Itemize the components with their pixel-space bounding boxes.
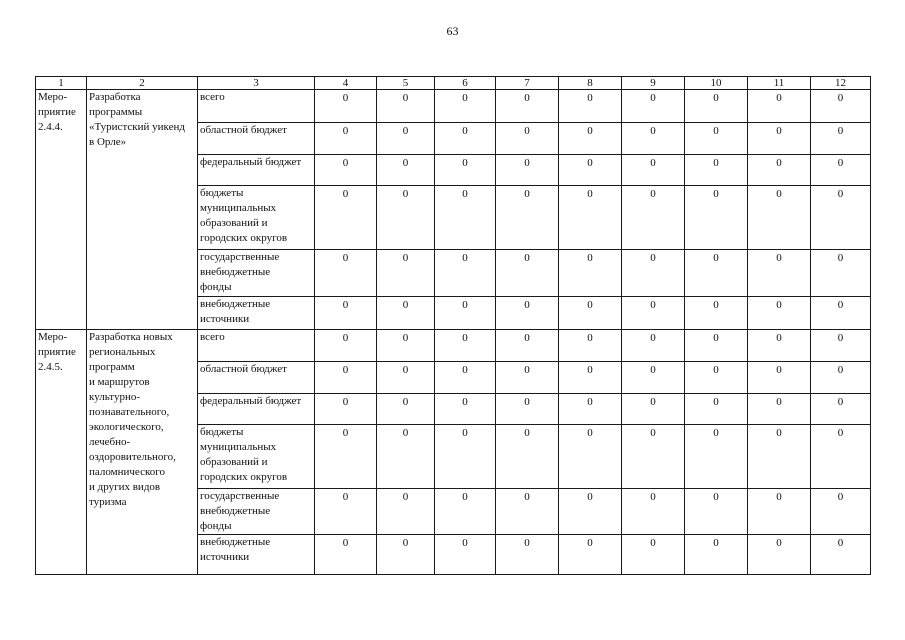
value-cell: 0 xyxy=(315,394,377,425)
value-cell: 0 xyxy=(559,123,622,155)
value-cell: 0 xyxy=(377,425,435,489)
value-cell: 0 xyxy=(811,250,871,297)
value-cell: 0 xyxy=(748,330,811,362)
value-cell: 0 xyxy=(377,123,435,155)
value-cell: 0 xyxy=(685,394,748,425)
value-cell: 0 xyxy=(496,186,559,250)
value-cell: 0 xyxy=(685,186,748,250)
value-cell: 0 xyxy=(622,186,685,250)
funding-source: государственные внебюджетные фонды xyxy=(198,250,315,297)
value-cell: 0 xyxy=(315,90,377,123)
value-cell: 0 xyxy=(496,394,559,425)
column-header: 2 xyxy=(87,77,198,90)
value-cell: 0 xyxy=(685,489,748,535)
value-cell: 0 xyxy=(315,155,377,186)
value-cell: 0 xyxy=(622,362,685,394)
value-cell: 0 xyxy=(377,535,435,575)
value-cell: 0 xyxy=(559,186,622,250)
funding-source: бюджеты муниципальных образований и городских округов xyxy=(198,186,315,250)
value-cell: 0 xyxy=(685,155,748,186)
column-header: 7 xyxy=(496,77,559,90)
value-cell: 0 xyxy=(685,90,748,123)
value-cell: 0 xyxy=(811,489,871,535)
value-cell: 0 xyxy=(377,250,435,297)
funding-source: всего xyxy=(198,330,315,362)
value-cell: 0 xyxy=(685,362,748,394)
value-cell: 0 xyxy=(748,489,811,535)
value-cell: 0 xyxy=(496,362,559,394)
funding-source: внебюджетные источники xyxy=(198,297,315,330)
value-cell: 0 xyxy=(315,362,377,394)
page-number: 63 xyxy=(446,24,459,38)
value-cell: 0 xyxy=(748,535,811,575)
value-cell: 0 xyxy=(496,489,559,535)
value-cell: 0 xyxy=(496,297,559,330)
value-cell: 0 xyxy=(435,535,496,575)
value-cell: 0 xyxy=(496,535,559,575)
funding-source: областной бюджет xyxy=(198,362,315,394)
value-cell: 0 xyxy=(748,123,811,155)
value-cell: 0 xyxy=(435,90,496,123)
value-cell: 0 xyxy=(811,362,871,394)
value-cell: 0 xyxy=(748,90,811,123)
value-cell: 0 xyxy=(559,489,622,535)
value-cell: 0 xyxy=(435,250,496,297)
value-cell: 0 xyxy=(315,535,377,575)
column-header: 4 xyxy=(315,77,377,90)
funding-source: государственные внебюджетные фонды xyxy=(198,489,315,535)
column-header: 6 xyxy=(435,77,496,90)
value-cell: 0 xyxy=(622,535,685,575)
value-cell: 0 xyxy=(811,394,871,425)
value-cell: 0 xyxy=(748,155,811,186)
value-cell: 0 xyxy=(315,123,377,155)
activity-code: Меро- приятие 2.4.5. xyxy=(36,330,87,575)
value-cell: 0 xyxy=(559,155,622,186)
column-header: 12 xyxy=(811,77,871,90)
value-cell: 0 xyxy=(748,394,811,425)
funding-source: всего xyxy=(198,90,315,123)
column-header: 11 xyxy=(748,77,811,90)
value-cell: 0 xyxy=(685,330,748,362)
value-cell: 0 xyxy=(811,90,871,123)
funding-source: бюджеты муниципальных образований и городских округов xyxy=(198,425,315,489)
value-cell: 0 xyxy=(559,297,622,330)
header-row xyxy=(36,77,871,90)
value-cell: 0 xyxy=(622,394,685,425)
column-header: 8 xyxy=(559,77,622,90)
value-cell: 0 xyxy=(559,250,622,297)
value-cell: 0 xyxy=(748,186,811,250)
value-cell: 0 xyxy=(377,489,435,535)
table-body xyxy=(36,90,871,575)
activity-title: Разработка программы «Туристский уикенд в Орле» xyxy=(87,90,198,330)
value-cell: 0 xyxy=(811,297,871,330)
value-cell: 0 xyxy=(435,489,496,535)
value-cell: 0 xyxy=(748,250,811,297)
value-cell: 0 xyxy=(559,394,622,425)
value-cell: 0 xyxy=(685,250,748,297)
value-cell: 0 xyxy=(622,155,685,186)
column-header: 3 xyxy=(198,77,315,90)
value-cell: 0 xyxy=(622,297,685,330)
value-cell: 0 xyxy=(315,330,377,362)
table-row xyxy=(36,90,871,123)
value-cell: 0 xyxy=(811,535,871,575)
value-cell: 0 xyxy=(496,330,559,362)
column-header: 1 xyxy=(36,77,87,90)
value-cell: 0 xyxy=(811,425,871,489)
funding-table xyxy=(35,76,871,575)
value-cell: 0 xyxy=(435,394,496,425)
value-cell: 0 xyxy=(435,186,496,250)
value-cell: 0 xyxy=(377,362,435,394)
funding-source: федеральный бюджет xyxy=(198,155,315,186)
funding-source: областной бюджет xyxy=(198,123,315,155)
value-cell: 0 xyxy=(377,155,435,186)
activity-code: Меро- приятие 2.4.4. xyxy=(36,90,87,330)
value-cell: 0 xyxy=(377,186,435,250)
value-cell: 0 xyxy=(315,250,377,297)
value-cell: 0 xyxy=(748,362,811,394)
value-cell: 0 xyxy=(811,186,871,250)
funding-source: федеральный бюджет xyxy=(198,394,315,425)
funding-source: внебюджетные источники xyxy=(198,535,315,575)
value-cell: 0 xyxy=(685,123,748,155)
value-cell: 0 xyxy=(622,123,685,155)
value-cell: 0 xyxy=(377,90,435,123)
value-cell: 0 xyxy=(496,155,559,186)
value-cell: 0 xyxy=(435,425,496,489)
value-cell: 0 xyxy=(685,297,748,330)
value-cell: 0 xyxy=(315,425,377,489)
value-cell: 0 xyxy=(377,330,435,362)
value-cell: 0 xyxy=(377,394,435,425)
value-cell: 0 xyxy=(685,535,748,575)
value-cell: 0 xyxy=(559,425,622,489)
value-cell: 0 xyxy=(559,90,622,123)
column-header: 10 xyxy=(685,77,748,90)
value-cell: 0 xyxy=(315,297,377,330)
value-cell: 0 xyxy=(748,425,811,489)
value-cell: 0 xyxy=(622,330,685,362)
value-cell: 0 xyxy=(622,90,685,123)
value-cell: 0 xyxy=(435,123,496,155)
value-cell: 0 xyxy=(496,425,559,489)
value-cell: 0 xyxy=(435,155,496,186)
value-cell: 0 xyxy=(435,362,496,394)
table-row xyxy=(36,330,871,362)
value-cell: 0 xyxy=(496,90,559,123)
value-cell: 0 xyxy=(622,425,685,489)
value-cell: 0 xyxy=(622,250,685,297)
value-cell: 0 xyxy=(559,535,622,575)
value-cell: 0 xyxy=(496,250,559,297)
value-cell: 0 xyxy=(811,330,871,362)
value-cell: 0 xyxy=(315,489,377,535)
value-cell: 0 xyxy=(496,123,559,155)
value-cell: 0 xyxy=(377,297,435,330)
value-cell: 0 xyxy=(435,297,496,330)
value-cell: 0 xyxy=(685,425,748,489)
value-cell: 0 xyxy=(811,123,871,155)
value-cell: 0 xyxy=(622,489,685,535)
activity-title: Разработка новых региональных программ и маршрутов культурно- познавательного, экологического, лечебно- оздоровительного, паломнического и других видов туризма xyxy=(87,330,198,575)
value-cell: 0 xyxy=(811,155,871,186)
value-cell: 0 xyxy=(559,330,622,362)
value-cell: 0 xyxy=(748,297,811,330)
column-header: 5 xyxy=(377,77,435,90)
value-cell: 0 xyxy=(435,330,496,362)
value-cell: 0 xyxy=(315,186,377,250)
value-cell: 0 xyxy=(559,362,622,394)
column-header: 9 xyxy=(622,77,685,90)
